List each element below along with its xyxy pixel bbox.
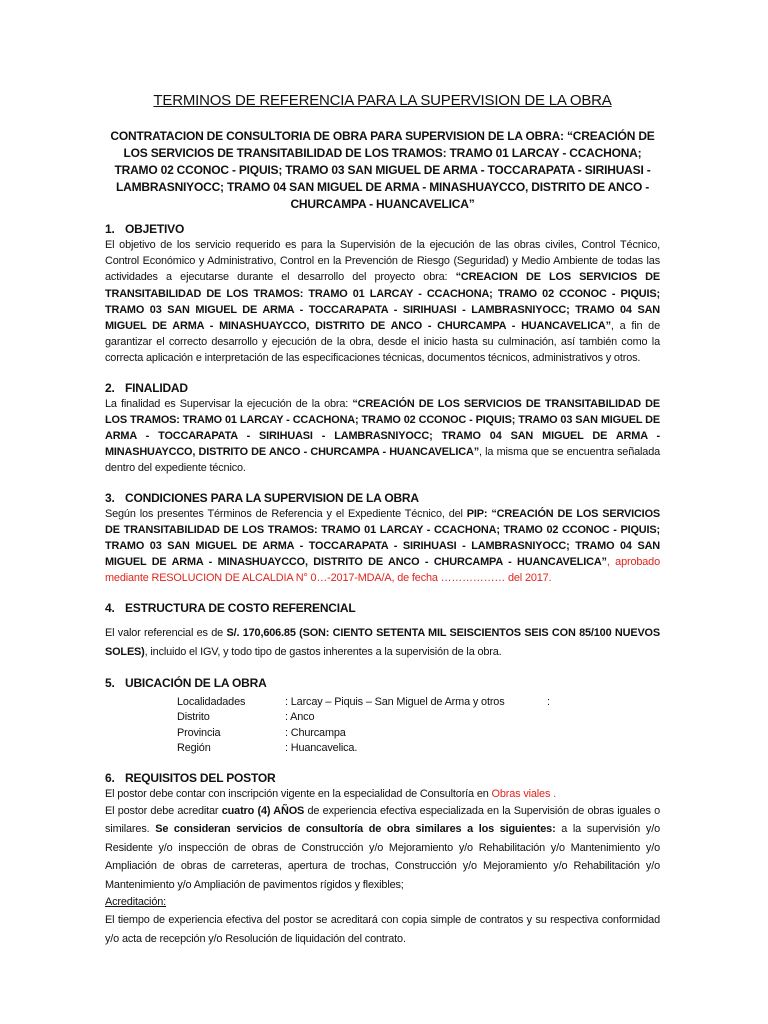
text-run: a la supervisión y/o Residente y/o inspección de obras de Construcción y/o Mejoramiento y/o Rehabilitación y/o Mantenimiento y/o Ampliación de obras de carreteras, apertura de trochas, Construcción y/o Mejoramiento y/o Rehabilitación y/o Mantenimiento y/o Ampliación de pavimentos rígidos y flexibles; [105, 823, 660, 891]
finalidad-paragraph [105, 396, 660, 477]
similar-services-bold: Se consideran servicios de consultoría de obra similares a los siguientes: [155, 823, 556, 836]
acreditacion-label: Acreditación: [105, 896, 167, 909]
text-run: El valor referencial es de [105, 626, 227, 639]
location-row [177, 741, 660, 757]
section-title: ESTRUCTURA DE COSTO REFERENCIAL [125, 600, 356, 615]
section-title: FINALIDAD [125, 380, 188, 395]
text-run: El objetivo de los servicio requerido es para la Supervisión de la ejecución de las obras civiles, Control Técnico, Control Económico y Administrativo, Control en la Prevención de Riesgo (Seguridad) y Medio Ambiente de todas las actividades a ejecutarse durante el desarrollo del proyecto obra: [105, 239, 660, 284]
section-title: OBJETIVO [125, 222, 185, 236]
requisitos-paragraph-1 [105, 786, 660, 802]
requisitos-paragraph-2 [105, 802, 660, 895]
location-value: : Larcay – Piquis – San Miguel de Arma y otros [285, 695, 505, 708]
text-run: , la misma que se encuentra señalada dentro del expediente técnico. [105, 446, 661, 475]
condiciones-paragraph [105, 506, 660, 587]
section-title: UBICACIÓN DE LA OBRA [125, 675, 267, 690]
section-number: 4. [105, 600, 115, 615]
location-label: Región [177, 742, 211, 755]
document-title: TERMINOS DE REFERENCIA PARA LA SUPERVISION DE LA OBRA [153, 92, 612, 109]
objetivo-paragraph [105, 237, 660, 367]
text-run: El postor debe acreditar [105, 804, 222, 817]
location-row [177, 726, 660, 742]
section-heading-requisitos [105, 770, 660, 786]
text-run: El postor debe contar con inscripción vigente en la especialidad de Consultoría en [105, 787, 492, 800]
section-number: 3. [105, 490, 115, 505]
location-value: : Anco [285, 711, 315, 724]
section-number: 1. [105, 222, 115, 236]
location-value: : Churcampa [285, 726, 346, 739]
section-heading-finalidad [105, 380, 660, 396]
section-number: 6. [105, 770, 115, 785]
location-row [177, 695, 660, 711]
text-run: de experiencia efectiva especializada en la Supervisión de obras iguales o similares. [105, 804, 660, 836]
location-table [177, 695, 660, 757]
location-label: Provincia [177, 726, 221, 739]
text-run: La finalidad es Supervisar la ejecución de la obra: [105, 397, 353, 410]
text-run: , a fin de garantizar el correcto desarrollo y ejecución de la obra, desde el inicio hasta su culminación, así también como la correcta aplicación e interpretación de las especificaciones técnicas, documentos técnicos, administrativos y otros. [105, 320, 660, 365]
specialty-highlight: Obras viales . [491, 787, 557, 800]
location-extra: : [547, 695, 550, 708]
location-row [177, 710, 660, 726]
document-body [105, 92, 660, 949]
section-heading-ubicacion [105, 675, 660, 691]
costo-paragraph [105, 624, 660, 662]
section-title: REQUISITOS DEL POSTOR [125, 770, 276, 785]
section-number: 5. [105, 675, 115, 690]
section-title: CONDICIONES PARA LA SUPERVISION DE LA OBRA [125, 490, 419, 505]
section-number: 2. [105, 380, 115, 395]
document-subtitle: CONTRATACION DE CONSULTORIA DE OBRA PARA SUPERVISION DE LA OBRA: “CREACIÓN DE LOS SERVICIOS DE TRANSITABILIDAD DE LOS TRAMOS: TRAMO 01 LARCAY - CCACHONA; TRAMO 02 CCONOC - PIQUIS; TRAMO 03 SAN MIGUEL DE ARMA - TOCCARAPATA - SIRIHUASI - LAMBRASNIYOCC; TRAMO 04 SAN MIGUEL DE ARMA - MINASHUAYCCO, DISTRITO DE ANCO - CHURCAMPA - HUANCAVELICA” [110, 129, 655, 211]
project-name-bold: “CREACIÓN DE LOS SERVICIOS DE TRANSITABILIDAD DE LOS TRAMOS: TRAMO 01 LARCAY - CCACHONA; TRAMO 02 CCONOC - PIQUIS; TRAMO 03 SAN MIGUEL DE ARMA - TOCCARAPATA - SIRIHUASI - LAMBRASNIYOCC; TRAMO 04 SAN MIGUEL DE ARMA - MINASHUAYCCO, DISTRITO DE ANCO - CHURCAMPA - HUANCAVELICA” [105, 397, 661, 459]
section-heading-objetivo [105, 221, 660, 237]
resolution-reference: , aprobado mediante RESOLUCION DE ALCALDIA N° 0…-2017-MDA/A, de fecha ……………… del 2017. [105, 556, 660, 585]
location-value: : Huancavelica. [285, 742, 358, 755]
acreditacion-paragraph: El tiempo de experiencia efectiva del postor se acreditará con copia simple de contratos y su respectiva conformidad y/o acta de recepción y/o Resolución de liquidación del contrato. [105, 913, 660, 945]
years-required-bold: cuatro (4) AÑOS [221, 804, 305, 817]
project-name-bold: PIP: “CREACIÓN DE LOS SERVICIOS DE TRANSITABILIDAD DE LOS TRAMOS: TRAMO 01 LARCAY - CCACHONA; TRAMO 02 CCONOC - PIQUIS; TRAMO 03 SAN MIGUEL DE ARMA - TOCCARAPATA - SIRIHUASI - LAMBRASNIYOCC; TRAMO 04 SAN MIGUEL DE ARMA - MINASHUAYCCO, DISTRITO DE ANCO - CHURCAMPA - HUANCAVELICA” [105, 507, 660, 569]
text-run: , incluido el IGV, y todo tipo de gastos inherentes a la supervisión de la obra. [144, 645, 502, 658]
section-heading-costo [105, 600, 660, 616]
project-name-bold: “CREACION DE LOS SERVICIOS DE TRANSITABILIDAD DE LOS TRAMOS: TRAMO 01 LARCAY - CCACHONA; TRAMO 02 CCONOC - PIQUIS; TRAMO 03 SAN MIGUEL DE ARMA - TOCCARAPATA - SIRIHUASI - LAMBRASNIYOCC; TRAMO 04 SAN MIGUEL DE ARMA - MINASHUAYCCO, DISTRITO DE ANCO - CHURCAMPA - HUANCAVELICA” [105, 271, 660, 333]
text-run: Según los presentes Términos de Referencia y el Expediente Técnico, del [105, 507, 467, 520]
reference-value-bold: S/. 170,606.85 (SON: CIENTO SETENTA MIL SEISCIENTOS SEIS CON 85/100 NUEVOS SOLES) [105, 626, 660, 658]
section-heading-condiciones [105, 490, 660, 506]
location-label: Localidadades [177, 695, 246, 708]
location-label: Distrito [177, 711, 210, 724]
